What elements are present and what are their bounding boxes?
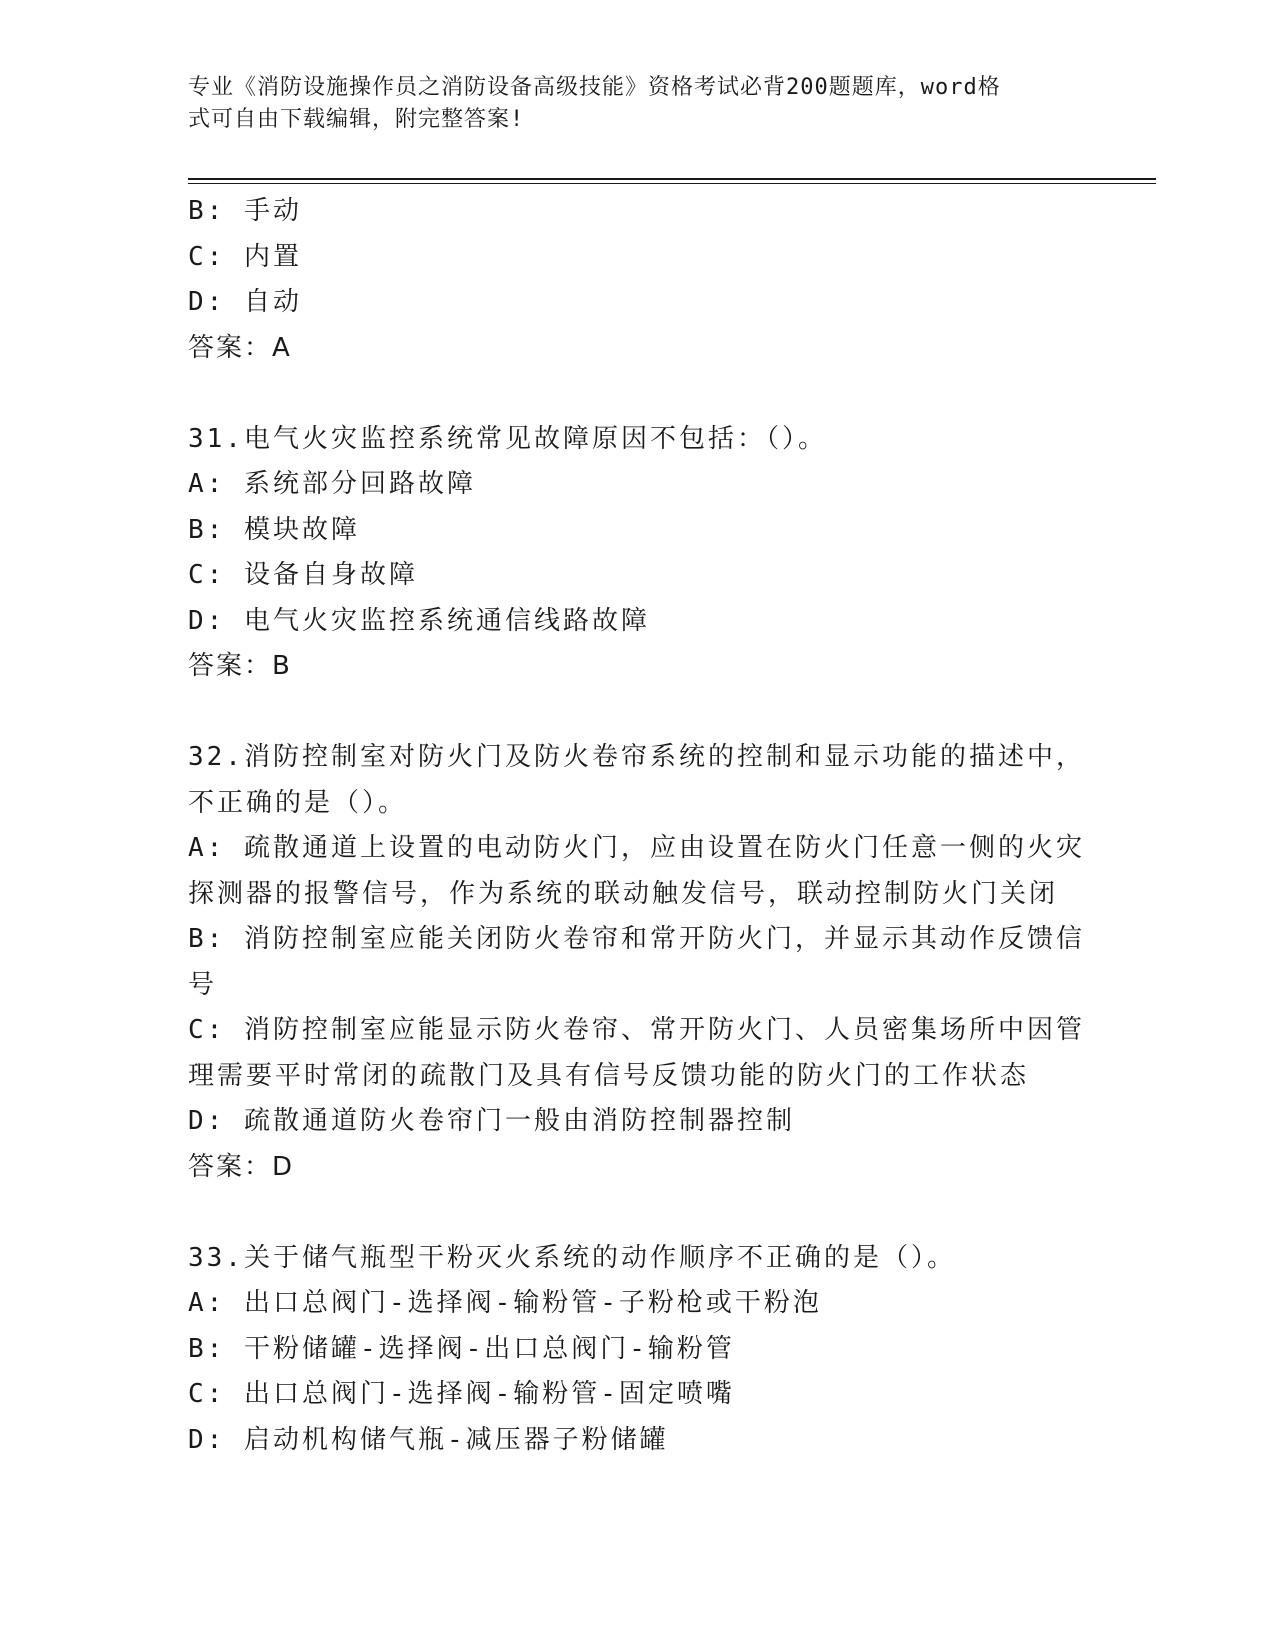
header-divider-thick xyxy=(188,178,1156,180)
option-line-continued: 探测器的报警信号，作为系统的联动触发信号，联动控制防火门关闭 xyxy=(188,878,1059,909)
question-33 xyxy=(188,1236,1088,1464)
option-line: D: 自动 xyxy=(188,287,302,317)
question-stem: 32.消防控制室对防火门及防火卷帘系统的控制和显示功能的描述中， xyxy=(188,742,1085,772)
answer-line: 答案：B xyxy=(188,651,292,681)
spacer xyxy=(188,1190,1088,1236)
option-line-continued: 号 xyxy=(188,969,218,1000)
document-header xyxy=(188,72,1068,136)
question-31 xyxy=(188,417,1088,690)
header-title-line-2: 式可自由下载编辑，附完整答案! xyxy=(188,107,525,132)
option-line: C: 消防控制室应能显示防火卷帘、常开防火门、人员密集场所中因管 xyxy=(188,1015,1085,1045)
option-line: B: 手动 xyxy=(188,196,302,226)
carryover-question xyxy=(188,189,1088,371)
option-line: A: 出口总阀门-选择阀-输粉管-子粉枪或干粉泡 xyxy=(188,1288,822,1318)
question-32 xyxy=(188,735,1088,1190)
question-stem-continued: 不正确的是（）。 xyxy=(188,787,408,818)
option-line: C: 设备自身故障 xyxy=(188,560,418,590)
option-line: C: 内置 xyxy=(188,241,302,272)
spacer xyxy=(188,371,1088,417)
question-stem: 33.关于储气瓶型干粉灭火系统的动作顺序不正确的是（）。 xyxy=(188,1242,956,1273)
option-line: D: 电气火灾监控系统通信线路故障 xyxy=(188,605,650,636)
option-line: A: 系统部分回路故障 xyxy=(188,469,476,499)
option-line-continued: 理需要平时常闭的疏散门及具有信号反馈功能的防火门的工作状态 xyxy=(188,1060,1030,1091)
answer-line: 答案：A xyxy=(188,332,292,363)
answer-line: 答案：D xyxy=(188,1151,295,1182)
option-line: B: 干粉储罐-选择阀-出口总阀门-输粉管 xyxy=(188,1333,735,1364)
header-title-line-1: 专业《消防设施操作员之消防设备高级技能》资格考试必背200题题库，word格 xyxy=(188,75,1001,100)
question-stem: 31.电气火灾监控系统常见故障原因不包括：（）。 xyxy=(188,423,827,454)
option-line: A: 疏散通道上设置的电动防火门，应由设置在防火门任意一侧的火灾 xyxy=(188,833,1085,863)
option-line: D: 疏散通道防火卷帘门一般由消防控制器控制 xyxy=(188,1106,795,1136)
header-divider-thin xyxy=(188,183,1156,184)
option-line: B: 消防控制室应能关闭防火卷帘和常开防火门，并显示其动作反馈信 xyxy=(188,924,1085,954)
option-line: B: 模块故障 xyxy=(188,514,360,545)
spacer xyxy=(188,690,1088,736)
option-line: D: 启动机构储气瓶-减压器子粉储罐 xyxy=(188,1424,669,1455)
option-line: C: 出口总阀门-选择阀-输粉管-固定喷嘴 xyxy=(188,1379,735,1409)
question-content xyxy=(188,189,1088,1463)
